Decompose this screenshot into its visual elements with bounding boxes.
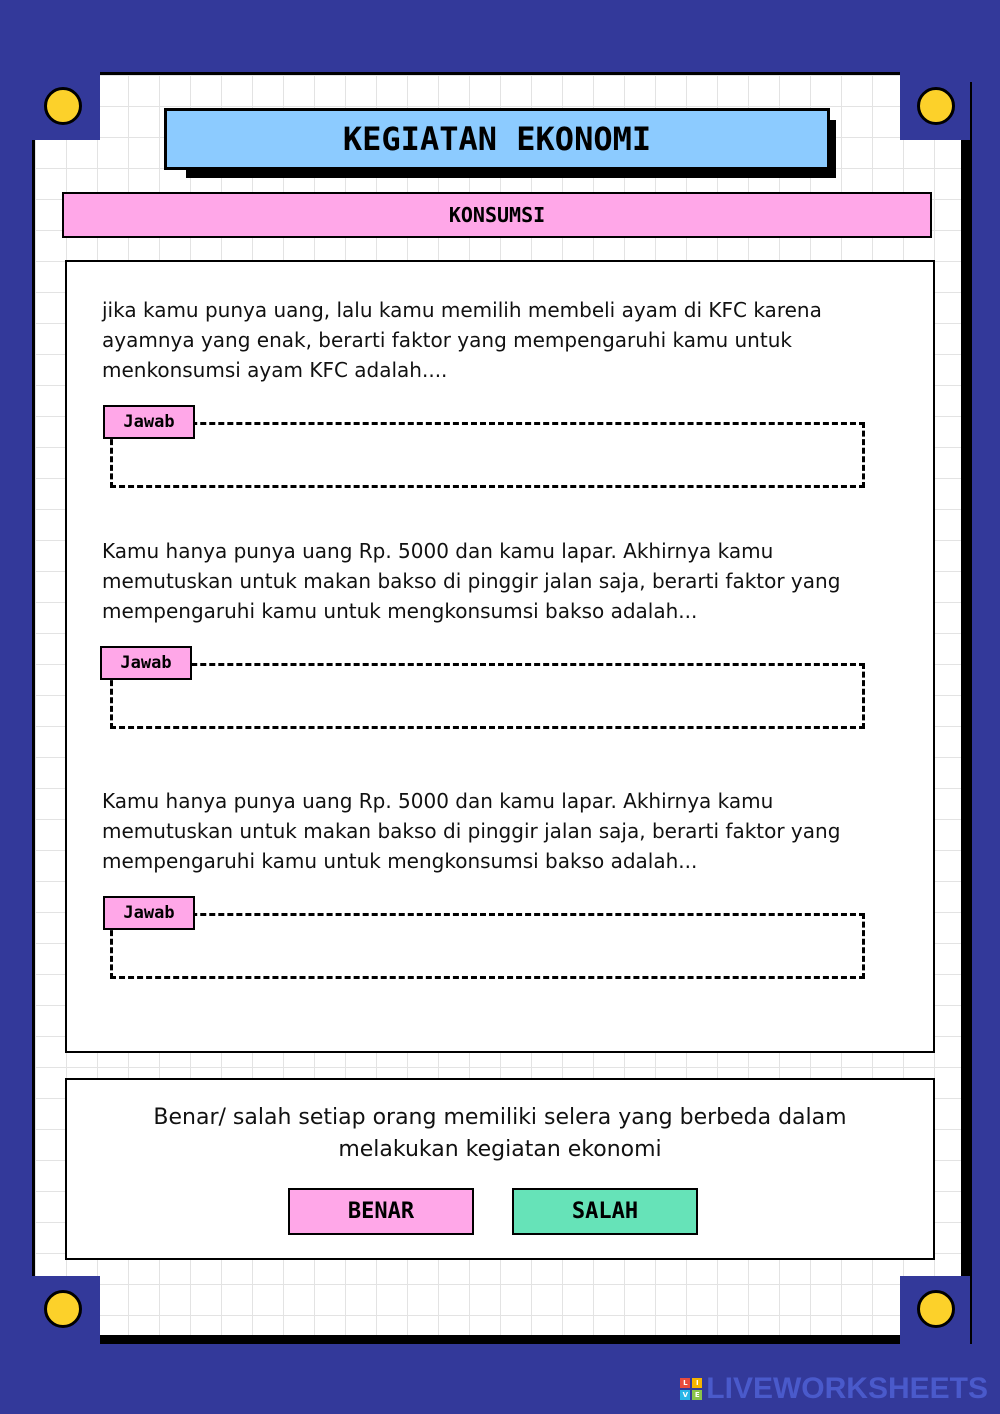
question-3-text: Kamu hanya punya uang Rp. 5000 dan kamu lapar. Akhirnya kamu memutuskan untuk makan bakso di pinggir jalan saja, berarti faktor yang mempengaruhi kamu untuk mengkonsumsi bakso adalah... — [102, 789, 841, 873]
liveworksheets-logo — [680, 1372, 988, 1406]
salah-button[interactable]: SALAH — [512, 1188, 698, 1235]
answer-2-label: Jawab — [100, 646, 192, 680]
section-subtitle: KONSUMSI — [62, 192, 932, 238]
liveworksheets-logo-icon — [680, 1378, 702, 1400]
corner-dot-top-left — [44, 87, 82, 125]
answer-3-input[interactable] — [110, 913, 865, 979]
logo-letter-e: E — [692, 1390, 702, 1400]
answer-1-input[interactable] — [110, 422, 865, 488]
true-false-statement: Benar/ salah setiap orang memiliki selera yang berbeda dalam melakukan kegiatan ekonomi — [153, 1105, 847, 1162]
answer-2-input[interactable] — [110, 663, 865, 729]
logo-letter-l: L — [680, 1378, 690, 1388]
answer-3-label: Jawab — [103, 896, 195, 930]
logo-letter-v: V — [680, 1390, 690, 1400]
question-2-text: Kamu hanya punya uang Rp. 5000 dan kamu lapar. Akhirnya kamu memutuskan untuk makan bakso di pinggir jalan saja, berarti faktor yang mempengaruhi kamu untuk mengkonsumsi bakso adalah... — [102, 539, 841, 623]
page-title: KEGIATAN EKONOMI — [164, 108, 830, 170]
answer-1-label: Jawab — [103, 405, 195, 439]
corner-dot-bottom-left — [44, 1290, 82, 1328]
logo-letter-i: I — [692, 1378, 702, 1388]
benar-button[interactable]: BENAR — [288, 1188, 474, 1235]
liveworksheets-logo-text: LIVEWORKSHEETS — [706, 1372, 988, 1405]
question-1-text: jika kamu punya uang, lalu kamu memilih membeli ayam di KFC karena ayamnya yang enak, berarti faktor yang mempengaruhi kamu untuk menkonsumsi ayam KFC adalah.... — [102, 298, 822, 382]
corner-dot-bottom-right — [917, 1290, 955, 1328]
corner-dot-top-right — [917, 87, 955, 125]
